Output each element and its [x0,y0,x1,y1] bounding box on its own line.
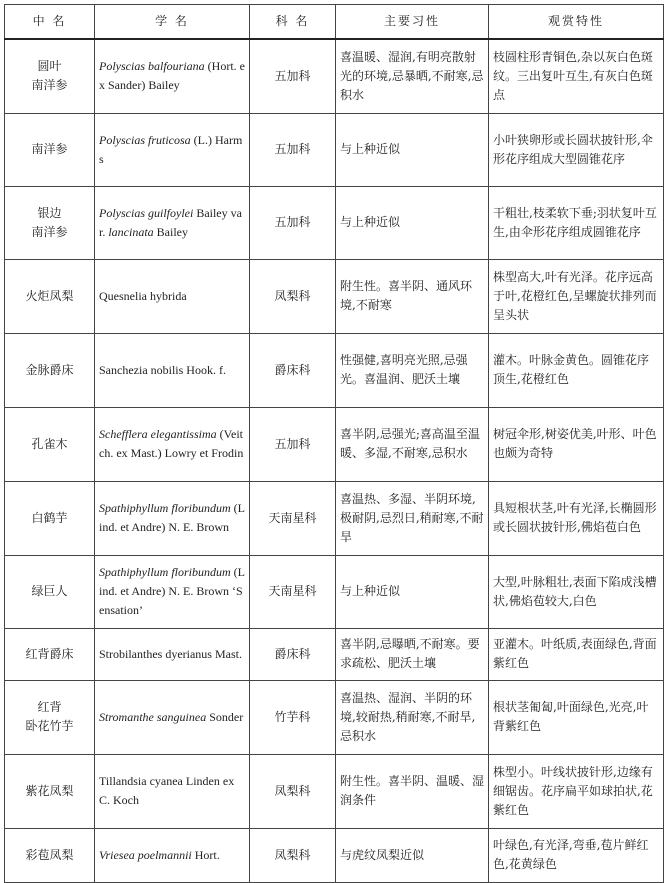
scientific-name-part: Hort. [194,847,220,862]
header-family: 科 名 [250,5,336,40]
cell-chinese-name [5,555,95,628]
scientific-name-part: (Lind. et Andre) N. E. [99,565,245,598]
chinese-name-line: 银边 [37,205,62,220]
cell-scientific-name [95,555,250,628]
cell-family: 凤梨科 [250,828,336,882]
scientific-name-part: Polyscias fruticosa [99,132,191,147]
cell-ornamental: 干粗壮,枝柔软下垂;羽状复叶互生,由伞形花序组成圆锥花序 [489,186,664,259]
scientific-name-part: var. [99,205,242,239]
cell-scientific-name [95,407,250,481]
scientific-name-part: Mast. [214,646,242,661]
cell-family: 五加科 [250,39,336,113]
table-row [5,333,664,407]
cell-habit: 喜半阴,忌曝晒,不耐寒。要求疏松、肥沃土壤 [336,628,489,680]
chinese-name-line: 火炬凤梨 [25,288,74,303]
header-ornamental: 观赏特性 [489,5,664,40]
cell-chinese-name [5,333,95,407]
scientific-name-part: Spathiphyllum floribundum [99,501,231,515]
cell-scientific-name [95,186,250,259]
header-name: 中 名 [5,5,95,40]
cell-chinese-name [5,113,95,186]
scientific-name-part: Harms [99,132,243,166]
cell-chinese-name [5,407,95,481]
scientific-name-part: lancinata [108,224,154,239]
cell-family: 竹芋科 [250,680,336,754]
table-row [5,259,664,333]
scientific-name-part: Sonder [209,709,244,724]
cell-family: 凤梨科 [250,259,336,333]
scientific-name-part: (Hort. ex Sander) Bailey [99,59,245,93]
scientific-name-part: Tillandsia cyanea Linden [99,774,220,788]
cell-scientific-name [95,481,250,555]
scientific-name-part: Bailey [196,205,228,220]
cell-family: 五加科 [250,407,336,481]
table-row [5,186,664,259]
header-scientific-name: 学 名 [95,5,250,40]
chinese-name-line: 南洋参 [31,142,68,156]
cell-scientific-name [95,828,250,882]
cell-habit: 喜温热、多湿、半阴环境,极耐阴,忌烈日,稍耐寒,不耐旱 [336,481,489,555]
chinese-name-line: 白鹤芋 [31,510,68,525]
scientific-name-part: Lowry et Frodin [164,446,244,460]
cell-habit: 与上种近似 [336,186,489,259]
scientific-name-part: (Lind. et Andre) [99,501,245,534]
cell-chinese-name [5,481,95,555]
cell-chinese-name [5,39,95,113]
cell-scientific-name [95,113,250,186]
cell-chinese-name [5,828,95,882]
cell-family: 天南星科 [250,481,336,555]
cell-ornamental: 株型高大,叶有光泽。花序远高于叶,花橙红色,呈螺旋状排列而呈头状 [489,259,664,333]
cell-habit: 喜温暖、湿润,有明亮散射光的环境,忌暴晒,不耐寒,忌积水 [336,39,489,113]
chinese-name-line: 卧花竹芋 [25,719,74,733]
cell-habit: 与上种近似 [336,555,489,628]
cell-family: 爵床科 [250,333,336,407]
cell-habit: 与虎纹凤梨近似 [336,828,489,882]
plant-table [4,4,664,883]
cell-chinese-name [5,754,95,828]
chinese-name-line: 紫花凤梨 [25,783,74,798]
scientific-name-part: Quesnelia hybrida [99,288,187,303]
cell-ornamental: 具短根状茎,叶有光泽,长椭圆形或长圆状披针形,佛焰苞白色 [489,481,664,555]
cell-scientific-name [95,680,250,754]
scientific-name-part: Bailey [156,224,188,239]
cell-chinese-name [5,628,95,680]
cell-ornamental: 树冠伞形,树姿优美,叶形、叶色也颇为奇特 [489,407,664,481]
cell-scientific-name [95,259,250,333]
cell-habit: 附生性。喜半阴、温暖、湿润条件 [336,754,489,828]
table-row [5,113,664,186]
cell-ornamental: 大型,叶脉粗壮,表面下陷成浅槽状,佛焰苞较大,白色 [489,555,664,628]
header-habit: 主要习性 [336,5,489,40]
cell-chinese-name [5,680,95,754]
cell-ornamental: 叶绿色,有光泽,弯垂,苞片鲜红色,花黄绿色 [489,828,664,882]
cell-family: 凤梨科 [250,754,336,828]
scientific-name-part: Polyscias balfouriana [99,59,205,74]
table-row [5,628,664,680]
scientific-name-part: Schefflera elegantissima [99,427,217,441]
cell-habit: 性强健,喜明亮光照,忌强光。喜温润、肥沃土壤 [336,333,489,407]
chinese-name-line: 绿巨人 [31,584,68,598]
cell-scientific-name [95,628,250,680]
chinese-name-line: 彩苞凤梨 [25,847,74,862]
cell-chinese-name [5,259,95,333]
cell-family: 天南星科 [250,555,336,628]
scientific-name-part: (L.) [193,132,212,147]
table-body [5,39,664,882]
chinese-name-line: 红背爵床 [25,646,74,661]
table-header [5,5,664,40]
table-row [5,481,664,555]
cell-habit: 喜半阴,忌强光;喜高温至温暖、多湿,不耐寒,忌积水 [336,407,489,481]
table-row [5,39,664,113]
scientific-name-part: ex C. Koch [99,774,235,807]
scientific-name-part: Brown ‘Sensation’ [99,584,243,617]
chinese-name-line: 圆叶 [37,59,62,74]
chinese-name-line: 红背 [37,700,62,714]
cell-habit: 附生性。喜半阴、通风环境,不耐寒 [336,259,489,333]
scientific-name-part: Strobilanthes dyerianus [99,646,212,661]
table-row [5,555,664,628]
cell-ornamental: 灌木。叶脉金黄色。圆锥花序顶生,花橙红色 [489,333,664,407]
scientific-name-part: Sanchezia nobilis Hook. f. [99,362,226,377]
scientific-name-part: N. E. Brown [168,520,229,534]
table-row [5,680,664,754]
cell-chinese-name [5,186,95,259]
cell-scientific-name [95,39,250,113]
chinese-name-line: 南洋参 [31,78,68,93]
cell-family: 五加科 [250,113,336,186]
scientific-name-part: (Veitch. ex Mast.) [99,427,243,460]
cell-family: 五加科 [250,186,336,259]
table-row [5,754,664,828]
cell-scientific-name [95,333,250,407]
scientific-name-part: Polyscias guilfoylei [99,205,194,220]
cell-habit: 与上种近似 [336,113,489,186]
cell-ornamental: 根状茎匍匐,叶面绿色,光亮,叶背紫红色 [489,680,664,754]
cell-habit: 喜温热、湿润、半阴的环境,较耐热,稍耐寒,不耐旱,忌积水 [336,680,489,754]
cell-ornamental: 小叶狭卵形或长圆状披针形,伞形花序组成大型圆锥花序 [489,113,664,186]
table-row [5,407,664,481]
cell-scientific-name [95,754,250,828]
chinese-name-line: 南洋参 [31,224,68,239]
cell-family: 爵床科 [250,628,336,680]
chinese-name-line: 孔雀木 [31,436,68,451]
cell-ornamental: 亚灌木。叶纸质,表面绿色,背面紫红色 [489,628,664,680]
scientific-name-part: Stromanthe sanguinea [99,709,207,724]
cell-ornamental: 枝圆柱形青铜色,杂以灰白色斑纹。三出复叶互生,有灰白色斑点 [489,39,664,113]
cell-ornamental: 株型小。叶线状披针形,边缘有细锯齿。花序扁平如球拍状,花紫红色 [489,754,664,828]
table-row [5,828,664,882]
scientific-name-part: Vriesea poelmannii [99,847,192,862]
chinese-name-line: 金脉爵床 [25,362,74,377]
scientific-name-part: Spathiphyllum floribundum [99,565,231,579]
